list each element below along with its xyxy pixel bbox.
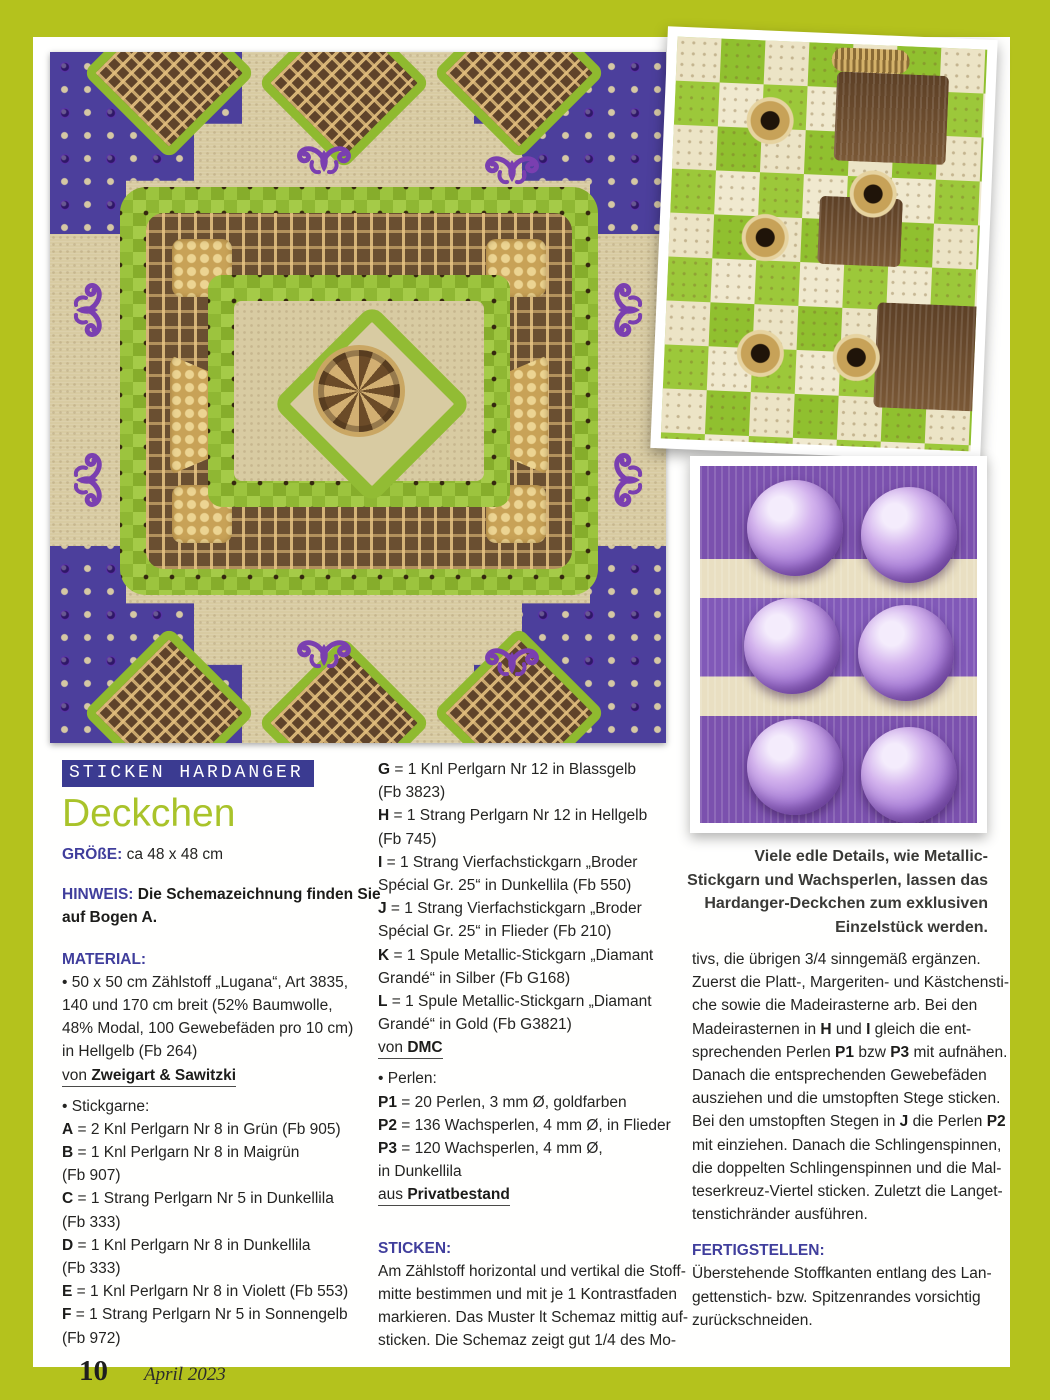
text-line: auf Bogen A.: [62, 909, 158, 927]
wax-pearl: [858, 605, 954, 701]
purple-scroll-motif: [480, 640, 544, 680]
column-middle: [378, 758, 689, 1353]
text-line: J = 1 Strang Vierfachstickgarn „Broder: [378, 900, 642, 918]
main-doily-photo: [50, 52, 666, 743]
text-line: che sowie die Madeirasterne arb. Bei den: [692, 997, 978, 1015]
text-line: gettenstich- bzw. Spitzenrandes vorsichtig: [692, 1288, 981, 1306]
text-line: Viele edle Details, wie Metallic-: [754, 848, 988, 865]
text-line: Zuerst die Platt-, Margeriten- und Kästchensti-: [692, 974, 1010, 992]
purple-scroll-motif: [606, 448, 646, 512]
text-line: (Fb 333): [62, 1260, 121, 1277]
wax-pearl: [747, 480, 843, 576]
text-line: P1 = 20 Perlen, 3 mm Ø, goldfarben: [378, 1093, 627, 1111]
text-line: Grandé“ in Silber (Fb G168): [378, 969, 571, 987]
text-line: (Fb 745): [378, 830, 437, 848]
text-line: E = 1 Knl Perlgarn Nr 8 in Violett (Fb 553): [62, 1283, 349, 1301]
text-line: Bei den umstopften Stegen in J die Perlen P2: [692, 1113, 1006, 1131]
text-line: Danach die entsprechenden Gewebefäden: [692, 1066, 987, 1084]
text-line: Grandé“ in Gold (Fb G3821): [378, 1016, 572, 1034]
text-line: • 50 x 50 cm Zählstoff „Lugana“, Art 3835,: [62, 973, 349, 991]
text-line: teserkreuz-Viertel sticken. Zuletzt die Langet-: [692, 1182, 1003, 1200]
text-line: Spécial Gr. 25“ in Flieder (Fb 210): [378, 923, 612, 941]
material-intro: [62, 971, 362, 1087]
purple-scroll-motif: [480, 148, 544, 188]
text-line: (Fb 907): [62, 1167, 121, 1185]
section-kicker: STICKEN HARDANGER: [62, 760, 314, 787]
text-line: sticken. Die Schemaz zeigt gut 1/4 des Mo-: [378, 1332, 677, 1350]
stickgarne-heading: • Stickgarne:: [62, 1097, 150, 1115]
text-line: von DMC: [378, 1036, 678, 1059]
text-line: die doppelten Schlingenspinnen und die Mal-: [692, 1159, 1002, 1177]
yarn-list-a-f: [62, 1118, 362, 1350]
detail-photo-pearls: [690, 456, 987, 833]
text-line: Spécial Gr. 25“ in Dunkellila (Fb 550): [378, 876, 632, 894]
text-line: 48% Modal, 100 Gewebefäden pro 10 cm): [62, 1020, 354, 1038]
text-line: (Fb 333): [62, 1213, 121, 1231]
text-line: Hardanger-Deckchen zum exklusiven: [704, 895, 988, 912]
text-line: Am Zählstoff horizontal und vertikal die Stoff-: [378, 1262, 686, 1280]
issue-date: April 2023: [144, 1364, 226, 1385]
purple-scroll-motif: [606, 278, 646, 342]
purple-pearl-embroidery: [700, 466, 977, 823]
text-line: G = 1 Knl Perlgarn Nr 12 in Blassgelb: [378, 761, 637, 778]
green-ring-outer-band: [120, 187, 598, 595]
fertigstellen-text: [692, 1262, 997, 1332]
column-left: [62, 760, 381, 1350]
text-line: (Fb 3823): [378, 784, 446, 802]
text-line: von Zweigart & Sawitzki: [62, 1064, 362, 1087]
text-line: in Dunkellila: [378, 1163, 462, 1181]
drawn-thread-hole: [834, 72, 949, 165]
photo-caption: [658, 845, 988, 939]
page-footer: [79, 1355, 226, 1388]
page-number: 10: [79, 1355, 108, 1387]
text-line: (Fb 972): [62, 1329, 121, 1347]
text-line: mit einziehen. Danach die Schlingenspinnen,: [692, 1136, 1002, 1154]
text-line: • Perlen:: [378, 1070, 437, 1088]
text-line: H = 1 Strang Perlgarn Nr 12 in Hellgelb: [378, 807, 648, 825]
purple-scroll-motif: [292, 138, 356, 178]
text-line: D = 1 Knl Perlgarn Nr 8 in Dunkellila: [62, 1236, 311, 1254]
material-heading: MATERIAL:: [62, 950, 147, 968]
purple-scroll-motif: [292, 632, 356, 672]
gold-wrapped-bar: [831, 47, 910, 74]
sticken-heading: STICKEN:: [378, 1239, 452, 1257]
yarn-list-g-l: [378, 758, 678, 1059]
text-line: Überstehende Stoffkanten entlang des Lan-: [692, 1265, 992, 1283]
text-line: zurückschneiden.: [692, 1311, 813, 1329]
article-title: Deckchen: [62, 792, 236, 835]
text-line: Einzelstück werden.: [835, 918, 988, 936]
text-line: in Hellgelb (Fb 264): [62, 1043, 198, 1061]
text-line: tivs, die übrigen 3/4 sinngemäß ergänzen.: [692, 951, 981, 968]
text-line: sprechenden Perlen P1 bzw P3 mit aufnähen.: [692, 1043, 1008, 1061]
purple-scroll-motif: [70, 278, 110, 342]
sticken-text: [378, 1260, 689, 1353]
text-line: mitte bestimmen und mit je 1 Kontrastfaden: [378, 1285, 677, 1303]
text-line: I = 1 Strang Vierfachstickgarn „Broder: [378, 853, 638, 871]
center-lattice-circle: [318, 350, 400, 432]
green-gold-embroidery: [661, 37, 988, 452]
text-line: L = 1 Spule Metallic-Stickgarn „Diamant: [378, 992, 652, 1010]
text-line: A = 2 Knl Perlgarn Nr 8 in Grün (Fb 905): [62, 1120, 341, 1138]
column-right: [692, 948, 1010, 1332]
gold-eyelet-ring: [736, 208, 794, 266]
text-line: K = 1 Spule Metallic-Stickgarn „Diamant: [378, 946, 654, 964]
fertigstellen-heading: FERTIGSTELLEN:: [692, 1242, 825, 1260]
drawn-thread-hole: [873, 303, 983, 412]
wax-pearl: [744, 598, 840, 694]
instructions-continued: [692, 948, 1010, 1226]
text-line: ausziehen und die umstopften Stege sticken.: [692, 1090, 1001, 1108]
perlen-list: [378, 1067, 678, 1206]
text-line: markieren. Das Muster lt Schemaz mittig auf-: [378, 1309, 689, 1327]
hinweis-block: [62, 883, 381, 929]
text-line: B = 1 Knl Perlgarn Nr 8 in Maigrün: [62, 1144, 300, 1162]
text-line: Stickgarn und Wachsperlen, lassen das: [687, 871, 988, 889]
text-line: HINWEIS: Die Schemazeichnung finden Sie: [62, 886, 381, 904]
gold-eyelet-ring: [741, 92, 799, 150]
wax-pearl: [861, 487, 957, 583]
detail-photo-green-gold: [650, 26, 997, 461]
text-line: C = 1 Strang Perlgarn Nr 5 in Dunkellila: [62, 1190, 334, 1208]
text-line: F = 1 Strang Perlgarn Nr 5 in Sonnengelb: [62, 1306, 348, 1324]
text-line: 140 und 170 cm breit (52% Baumwolle,: [62, 996, 333, 1014]
text-line: P3 = 120 Wachsperlen, 4 mm Ø,: [378, 1140, 603, 1157]
text-line: Madeirasternen in H und I gleich die ent-: [692, 1020, 972, 1038]
text-line: tenstichränder ausführen.: [692, 1206, 868, 1224]
purple-scroll-motif: [70, 448, 110, 512]
wax-pearl: [861, 727, 957, 823]
text-line: aus Privatbestand: [378, 1183, 678, 1206]
gold-eyelet-ring: [731, 325, 789, 383]
content-area: [33, 37, 1010, 1387]
size-line: GRÖßE: ca 48 x 48 cm: [62, 846, 224, 863]
text-line: P2 = 136 Wachsperlen, 4 mm Ø, in Flieder: [378, 1116, 671, 1134]
wax-pearl: [747, 719, 843, 815]
